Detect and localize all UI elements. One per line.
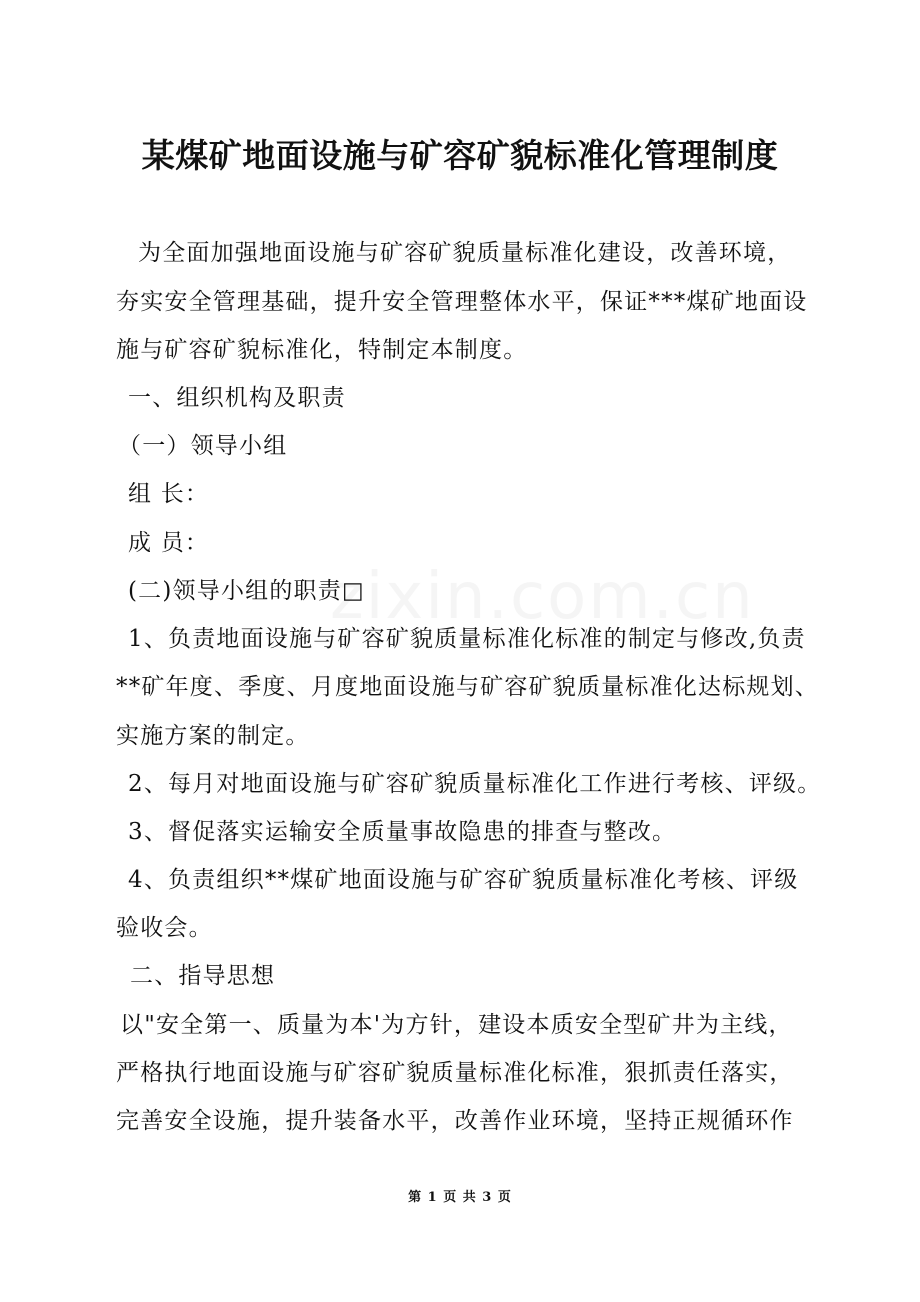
paragraph-line: **矿年度、季度、月度地面设施与矿容矿貌质量标准化达标规划、 [116, 674, 819, 700]
list-item: 1、负责地面设施与矿容矿貌质量标准化标准的制定与修改,负责 [128, 626, 806, 652]
paragraph-line: 施与矿容矿貌标准化，特制定本制度。 [116, 337, 528, 363]
page-footer: 第 1 页 共 3 页 [408, 1190, 512, 1205]
document-title: 某煤矿地面设施与矿容矿貌标准化管理制度 [141, 136, 779, 175]
section-heading: 一、组织机构及职责 [128, 385, 346, 411]
list-item: 2、每月对地面设施与矿容矿貌质量标准化工作进行考核、评级。 [128, 771, 822, 797]
paragraph-line: 夯实安全管理基础，提升安全管理整体水平，保证***煤矿地面设 [116, 289, 808, 315]
subsection-heading: （一）领导小组 [118, 433, 288, 459]
paragraph-line: 验收会。 [116, 915, 213, 941]
paragraph-line: 实施方案的制定。 [116, 723, 310, 749]
subsection-heading: (二)领导小组的职责□ [128, 578, 365, 604]
paragraph-line: 为全面加强地面设施与矿容矿貌质量标准化建设，改善环境， [138, 240, 792, 266]
watermark: zixin.com.cn [330, 560, 755, 634]
paragraph-line: 成 员： [128, 530, 210, 556]
list-item: 3、督促落实运输安全质量事故隐患的排查与整改。 [128, 819, 677, 845]
paragraph-line: 以"安全第一、质量为本'为方针，建设本质安全型矿井为主线， [120, 1012, 793, 1038]
section-heading: 二、指导思想 [130, 963, 276, 989]
paragraph-line: 严格执行地面设施与矿容矿貌质量标准化标准，狠抓责任落实， [116, 1060, 794, 1086]
paragraph-line: 完善安全设施，提升装备水平，改善作业环境，坚持正规循环作 [116, 1108, 794, 1134]
list-item: 4、负责组织**煤矿地面设施与矿容矿貌质量标准化考核、评级 [128, 867, 799, 893]
paragraph-line: 组 长： [128, 481, 210, 507]
